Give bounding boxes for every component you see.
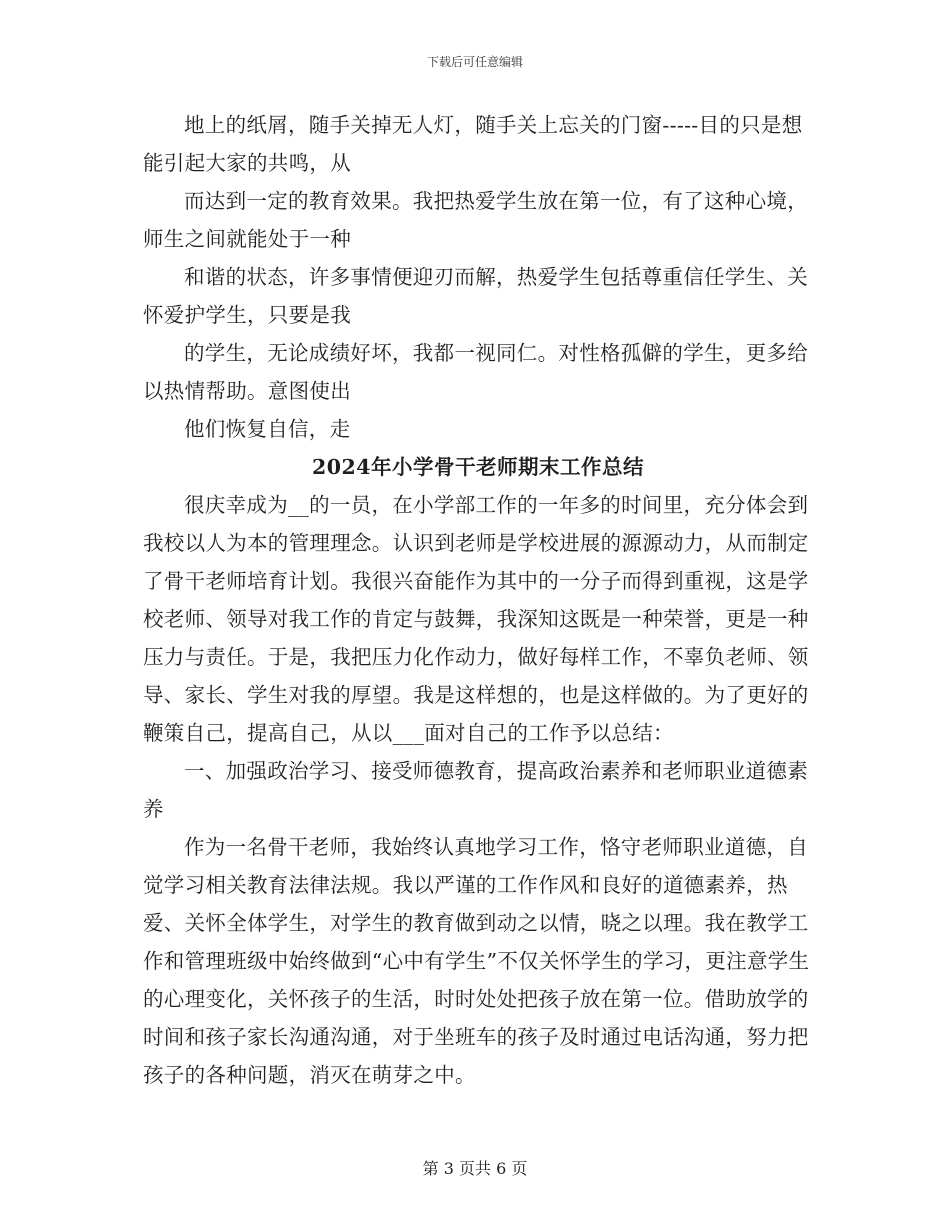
paragraph: 地上的纸屑，随手关掉无人灯，随手关上忘关的门窗-----目的只是想能引起大家的共鸣，从 — [143, 113, 803, 175]
page-footer: 第 3 页共 6 页 — [422, 1159, 528, 1178]
document-body — [143, 106, 813, 1094]
page-header: 下载后可任意编辑 — [426, 55, 523, 69]
paragraph: 作为一名骨干老师，我始终认真地学习工作，恪守老师职业道德，自觉学习相关教育法律法规。我以严谨的工作作风和良好的道德素养，热爱、关怀全体学生，对学生的教育做到动之以情，晓之以理。我在教学工作和管理班级中始终做到“心中有学生”不仅关怀学生的学习，更注意学生的心理变化，关怀孩子的生活，时时处处把孩子放在第一位。借助放学的时间和孩子家长沟通沟通，对于坐班车的孩子及时通过电话沟通，努力把孩子的各种问题，消灭在萌芽之中。 — [143, 835, 810, 1087]
section-title: 2024年小学骨干老师期末工作总结 — [311, 455, 645, 479]
paragraph: 一、加强政治学习、接受师德教育，提高政治素养和老师职业道德素养 — [143, 759, 808, 821]
paragraph: 他们恢复自信，走 — [184, 417, 351, 441]
paragraph: 的学生，无论成绩好坏，我都一视同仁。对性格孤僻的学生，更多给以热情帮助。意图使出 — [143, 341, 808, 403]
paragraph: 和谐的状态，许多事情便迎刃而解，热爱学生包括尊重信任学生、关怀爱护学生，只要是我 — [143, 265, 808, 327]
paragraph: 很庆幸成为__的一员，在小学部工作的一年多的时间里，充分体会到我校以人为本的管理理念。认识到老师是学校进展的源源动力，从而制定了骨干老师培育计划。我很兴奋能作为其中的一分子而得到重视，这是学校老师、领导对我工作的肯定与鼓舞，我深知这既是一种荣誉，更是一种压力与责任。于是，我把压力化作动力，做好每样工作，不辜负老师、领导、家长、学生对我的厚望。我是这样想的，也是这样做的。为了更好的鞭策自己，提高自己，从以___面对自己的工作予以总结： — [143, 493, 809, 745]
paragraph: 而达到一定的教育效果。我把热爱学生放在第一位，有了这种心境，师生之间就能处于一种 — [143, 189, 808, 251]
